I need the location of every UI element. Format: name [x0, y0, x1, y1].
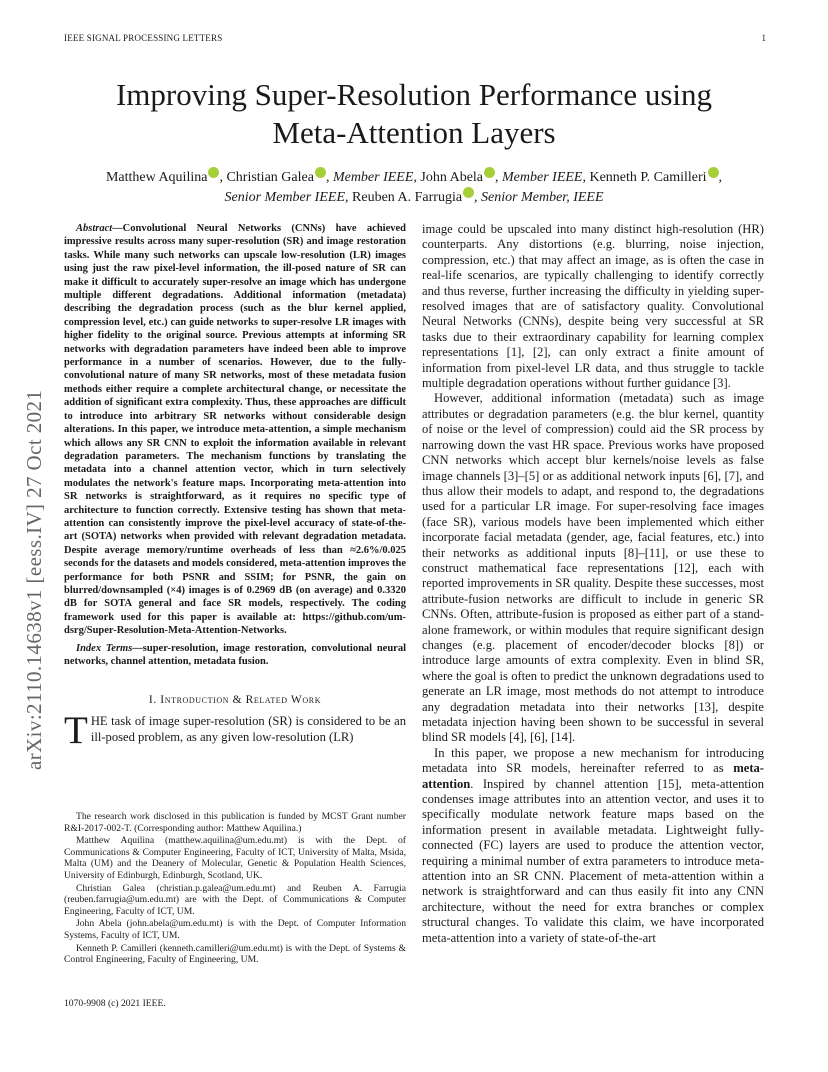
- copyright-notice: 1070-9908 (c) 2021 IEEE.: [64, 998, 166, 1009]
- orcid-icon[interactable]: [463, 187, 474, 198]
- author-list: [64, 168, 764, 208]
- intro-paragraph: [64, 709, 406, 753]
- index-terms-lead: Index Terms: [76, 642, 133, 654]
- author-line-1: Matthew Aquilina , Christian Galea , Member IEEE, John Abela , Member IEEE, Kenneth P. Camilleri ,: [64, 168, 764, 188]
- drop-cap: T: [64, 709, 88, 753]
- author-role: Member IEEE: [502, 170, 583, 185]
- body-text: . Inspired by channel attention [15], meta-attention condenses image attributes into an attention vector, and uses it to specifically modulate network feature maps based on the information present in available metadata. Lightweight fully-connected (FC) layers are used to produce the attention vector, requiring a minimal number of extra parameters to introduce meta-attention into an SR CNN. Placement of meta-attention within a network is straightforward and can thus easily fit into any CNN architecture, without the need for extra branches or complex structural changes. To validate this claim, we have incorporated meta-attention into a variety of state-of-the-art: [422, 776, 764, 945]
- footnote: Matthew Aquilina (matthew.aquilina@um.edu.mt) is with the Dept. of Communications & Computer Engineering, Faculty of ICT, University of Malta, Msida, Malta (UM) and the Deanery of Molecular, Genetic & Population Health Sciences, University of Edinburgh, Edinburgh, Scotland, UK.: [64, 835, 406, 881]
- author-name: John Abela: [420, 170, 484, 185]
- orcid-icon[interactable]: [484, 167, 495, 178]
- orcid-icon[interactable]: [208, 167, 219, 178]
- abstract-text: —Convolutional Neural Networks (CNNs) have achieved impressive results across many super-resolution (SR) and image restoration tasks. While many such networks can upscale low-resolution (LR) images using just the raw pixel-level information, the ill-posed nature of SR can make it difficult to accurately super-resolve an image which has undergone multiple different degradations. Additional information (metadata) describing the degradation process (such as the blur kernel applied, compression level, etc.) can guide networks to super-resolve LR images with higher fidelity to the original source. Previous attempts at informing SR networks with degradation parameters have indeed been able to improve performance in a number of scenarios. However, due to the fully-convolutional nature of many SR networks, most of these metadata fusion methods either require a complete architectural change, or necessitate the addition of significant extra complexity. Thus, these approaches are difficult to introduce into arbitrary SR networks without considerable design alterations. In this paper, we introduce meta-attention, a simple mechanism which allows any SR CNN to exploit the information available in relevant degradation parameters. The mechanism functions by translating the metadata into a channel attention vector, which in turn selectively modulates the network's feature maps. Incorporating meta-attention into SR networks is straightforward, as it requires no specific type of architecture to function correctly. Extensive testing has shown that meta-attention can consistently improve the pixel-level accuracy of state-of-the-art (SOTA) networks when provided with relevant degradation metadata. Despite average memory/runtime overheads of less than ≈2.6%/0.025 seconds for the datasets and models considered, meta-attention improves the performance for both PSNR and SSIM; for PSNR, the gain on blurred/downsampled (×4) images is of 0.2969 dB (on average) and 0.3320 dB for SOTA general and face SR models, respectively. The coding framework used for this paper is available at: https://github.com/um-dsrg/Super-Resolution-Meta-Attention-Networks.: [64, 223, 406, 637]
- author-name: Matthew Aquilina: [105, 170, 208, 185]
- body-paragraph: However, additional information (metadata) such as image attributes or degradation parameters (e.g. the blur kernel, quantity of noise or the level of compression) could aid the SR process by narrowing down the vast HR space. Previous works have proposed CNN networks which accept blur kernels/noise levels as false image channels [3]–[5] or as additional network inputs [6], [7], and thus allow their models to adapt, and respond to, the degradations used for a particular LR image. For super-resolving face images (face SR), various models have been implemented which either incorporate facial metadata (gender, age, facial features, etc.) into their networks as additional inputs [8]–[11], or use these to construct mathematical face representations [12], each with reported improvements in SR quality. Despite these successes, most attribute-fusion networks are difficult to include in generic SR CNNs. Often, attribute-fusion is proposed as either part of a stand-alone framework, or within modules that require significant design changes (e.g. placement of encoder/decoder blocks [8]) or introduce large amounts of extra complexity. Even in blind SR, where the goal is often to predict the unknown degradations used to generate an LR image, most methods do not attempt to introduce any degradation metadata into their networks [13], despite metadata injection having been shown to be successful in several blind SR models [4], [6], [14].: [422, 391, 764, 745]
- arxiv-stamp: arXiv:2110.14638v1 [eess.IV] 27 Oct 2021: [22, 389, 46, 770]
- abstract: [64, 222, 406, 638]
- author-role: Senior Member, IEEE: [481, 190, 604, 205]
- intro-text: HE task of image super-resolution (SR) is considered to be an ill-posed problem, as any given low-resolution (LR): [90, 714, 406, 744]
- orcid-icon[interactable]: [315, 167, 326, 178]
- index-terms-text: —super-resolution, image restoration, convolutional neural networks, channel attention, metadata fusion.: [64, 642, 407, 667]
- term-meta-attention: meta-attention: [422, 761, 764, 791]
- index-terms: [64, 642, 406, 669]
- footnote: Christian Galea (christian.p.galea@um.edu.mt) and Reuben A. Farrugia (reuben.farrugia@um.edu.mt) are with the Dept. of Communications & Computer Engineering, Faculty of ICT, UM.: [64, 882, 406, 917]
- author-name: Christian Galea: [226, 170, 314, 185]
- title-line-2: Meta-Attention Layers: [272, 115, 556, 150]
- page-number: 1: [761, 33, 766, 43]
- footnote: Kenneth P. Camilleri (kenneth.camilleri@um.edu.mt) is with the Dept. of Systems & Control Engineering, Faculty of Engineering, UM.: [64, 942, 406, 966]
- orcid-icon[interactable]: [708, 167, 719, 178]
- abstract-lead: Abstract: [76, 223, 113, 234]
- body-paragraph: image could be upscaled into many distinct high-resolution (HR) counterparts. Any distortions (e.g. blurring, noise injection, compression, etc.) that may affect an image, as is often the case in real-life scenarios, are typically challenging to identify correctly and thus reverse, further increasing the difficulty in yielding super-resolved images that are of satisfactory quality. Convolutional Neural Networks (CNNs), despite being very successful at SR tasks due to their extraordinary capability for learning complex representations [1], [2], can only extract a finite amount of information from pixel-level LR data, and thus struggle to tackle multiple degradation operations without further guidance [3].: [422, 222, 764, 391]
- left-column: [64, 222, 407, 753]
- title-line-1: Improving Super-Resolution Performance using: [115, 77, 713, 112]
- footnote: John Abela (john.abela@um.edu.mt) is with the Dept. of Computer Information Systems, Faculty of ICT, UM.: [64, 918, 406, 941]
- body-text: In this paper, we propose a new mechanism for introducing metadata into SR models, hereinafter referred to as: [422, 745, 764, 776]
- author-role: Member IEEE: [332, 170, 414, 185]
- right-column: [422, 222, 764, 946]
- section-heading: I. Introduction & Related Work: [148, 694, 322, 707]
- author-role: Senior Member IEEE: [224, 190, 346, 205]
- author-name: Reuben A. Farrugia: [352, 190, 463, 205]
- footnotes: [64, 811, 406, 967]
- body-paragraph: [422, 746, 764, 946]
- paper-title: [64, 76, 764, 152]
- journal-header: IEEE SIGNAL PROCESSING LETTERS: [64, 33, 223, 43]
- author-line-2: Senior Member IEEE, Reuben A. Farrugia , Senior Member, IEEE: [64, 188, 764, 208]
- author-name: Kenneth P. Camilleri: [589, 170, 707, 185]
- footnote: The research work disclosed in this publication is funded by MCST Grant number R&I-2017-002-T. (Corresponding author: Matthew Aquilina.): [64, 811, 406, 834]
